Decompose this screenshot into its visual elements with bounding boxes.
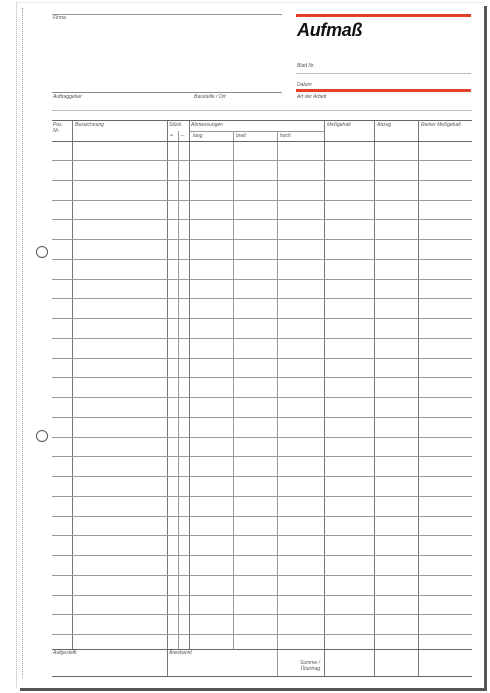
table-row-rule xyxy=(52,575,472,576)
anerkannt-label[interactable]: Anerkannt xyxy=(169,650,192,656)
table-row-rule xyxy=(52,417,472,418)
column-header-pos-nr: Pos. Nr. xyxy=(53,122,64,134)
column-header-reiner-messgehalt: Reiner Meßgehalt xyxy=(421,122,461,128)
table-row-rule xyxy=(52,614,472,615)
table-row-rule xyxy=(52,456,472,457)
table-row-rule xyxy=(52,555,472,556)
column-header-hoch: hoch xyxy=(280,133,291,139)
punch-hole-bottom xyxy=(36,430,48,442)
column-header-abmessungen: Abmessungen xyxy=(191,122,223,128)
table-row-rule xyxy=(52,397,472,398)
measurement-table xyxy=(52,120,472,677)
column-header-breit: breit xyxy=(236,133,246,139)
form-title: Aufmaß xyxy=(297,20,363,40)
table-row-rule xyxy=(52,377,472,378)
art-der-arbeit-label[interactable]: Art der Arbeit xyxy=(297,94,327,100)
datum-red-bar xyxy=(296,89,471,92)
table-header-rule xyxy=(52,141,472,142)
perforation-line xyxy=(22,8,23,678)
table-row-rule xyxy=(52,437,472,438)
auftraggeber-label[interactable]: Auftraggeber xyxy=(53,94,82,100)
column-divider-messgehalt xyxy=(374,121,375,676)
firma-label: Firma xyxy=(53,15,66,21)
table-row-rule xyxy=(52,516,472,517)
table-row-rule xyxy=(52,535,472,536)
table-row-rule xyxy=(52,338,472,339)
firma-top-rule xyxy=(52,14,282,15)
table-row-rule xyxy=(52,219,472,220)
abmessungen-subheader-rule xyxy=(190,131,324,132)
table-row-rule xyxy=(52,298,472,299)
header-bottom-rule xyxy=(52,110,472,111)
blatt-nr-label[interactable]: Blatt Nr. xyxy=(297,63,315,69)
table-row-rule xyxy=(52,476,472,477)
title-red-bar xyxy=(296,14,471,17)
summe-uebertrag-label: Summe / Übertrag xyxy=(299,660,320,672)
auftraggeber-rule xyxy=(52,92,282,93)
column-header-abzug: Abzug xyxy=(377,122,392,128)
column-divider-abzug xyxy=(418,121,419,676)
table-row-rule xyxy=(52,160,472,161)
table-row-rule xyxy=(52,259,472,260)
table-row-rule xyxy=(52,318,472,319)
column-divider-bezeichnung xyxy=(167,121,168,676)
column-header-bezeichnung: Bezeichnung xyxy=(75,122,104,128)
table-row-rule xyxy=(52,595,472,596)
blatt-nr-rule xyxy=(296,73,471,74)
table-row-rule xyxy=(52,358,472,359)
table-row-rule xyxy=(52,180,472,181)
column-header-messgehalt: Meßgehalt xyxy=(327,122,351,128)
column-header-lang: lang xyxy=(193,133,203,139)
punch-hole-top xyxy=(36,246,48,258)
datum-label[interactable]: Datum xyxy=(297,82,312,88)
table-row-rule xyxy=(52,279,472,280)
table-row-rule xyxy=(52,496,472,497)
column-divider-hoch xyxy=(324,121,325,676)
baustelle-label[interactable]: Baustelle / Ort xyxy=(194,94,226,100)
column-divider-plus xyxy=(178,131,179,650)
table-footer-rule xyxy=(52,649,472,650)
table-row-rule xyxy=(52,239,472,240)
aufgestellt-label[interactable]: Aufgestellt xyxy=(53,650,77,656)
column-header-stueck: Stück xyxy=(169,122,182,128)
column-header-minus: – xyxy=(181,133,184,139)
column-header-plus: + xyxy=(170,133,173,139)
table-row-rule xyxy=(52,634,472,635)
table-row-rule xyxy=(52,200,472,201)
column-divider-lang xyxy=(233,131,234,650)
